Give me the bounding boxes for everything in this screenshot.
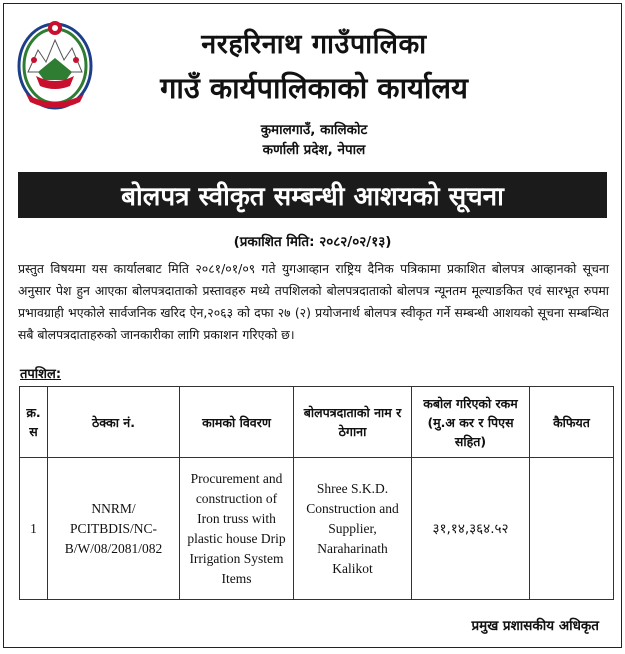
header-amount: कबोल गरिएको रकम (मु.अ कर र पिएस सहित) xyxy=(412,387,530,458)
table-row xyxy=(20,458,614,600)
address-line-1: कुमालगाउँ, कालिकोट xyxy=(260,122,368,138)
cell-sn: 1 xyxy=(20,458,48,600)
bid-table xyxy=(19,386,614,600)
notice-title: बोलपत्र स्वीकृत सम्बन्धी आशयको सूचना xyxy=(121,182,504,212)
municipality-title: नरहरिनाथ गाउँपालिका xyxy=(201,29,427,60)
details-label: तपशिल: xyxy=(20,367,62,382)
cell-description: Procurement and construction of Iron truss with plastic house Drip Irrigation System Items xyxy=(180,458,294,600)
table-header-row xyxy=(20,387,614,458)
signatory: प्रमुख प्रशासकीय अधिकृत xyxy=(471,618,599,634)
header-bidder: बोलपत्रदाताको नाम र ठेगाना xyxy=(294,387,412,458)
notice-body: प्रस्तुत विषयमा यस कार्यालबाट मिति २०८१/०१/०९ गते युगआव्हान राष्ट्रिय दैनिक पत्रिकामा प्रकाशित बोलपत्र आव्हानको सूचना अनुसार पेश हुन आएका बोलपत्रदाताको प्रस्तावहरु मध्ये तपशिलको बोलपत्रदाताको बोलपत्र न्यूनतम मूल्याङकित एवं सारभूत रुपमा प्रभावग्राही भएकोले सार्वजनिक खरिद ऐन,२०६३ को दफा २७ (२) प्रयोजनार्थ बोलपत्र स्वीकृत गर्ने सम्बन्धी आशयको सूचना सम्बन्धित सबै बोलपत्रदाताहरुको जानकारीका लागि प्रकाशन गरिएको छ। xyxy=(18,261,609,342)
notice-page xyxy=(3,3,622,648)
header-contract-no: ठेक्का नं. xyxy=(48,387,180,458)
published-date: (प्रकाशित मिति: २०८२/०२/१३) xyxy=(233,234,392,250)
nepal-emblem-icon xyxy=(14,14,96,114)
header-remarks: कैफियत xyxy=(530,387,614,458)
header-sn: क्र. स xyxy=(20,387,48,458)
cell-remarks xyxy=(530,458,614,600)
cell-contract-no: NNRM/ PCITBDIS/NC-B/W/08/2081/082 xyxy=(48,458,180,600)
cell-amount: ३१,१४,३६४.५२ xyxy=(412,458,530,600)
notice-title-banner xyxy=(18,172,607,218)
cell-bidder: Shree S.K.D. Construction and Supplier, Naraharinath Kalikot xyxy=(294,458,412,600)
address-line-2: कर्णाली प्रदेश, नेपाल xyxy=(262,142,366,158)
office-title: गाउँ कार्यपालिकाको कार्यालय xyxy=(160,71,468,105)
header-description: कामको विवरण xyxy=(180,387,294,458)
